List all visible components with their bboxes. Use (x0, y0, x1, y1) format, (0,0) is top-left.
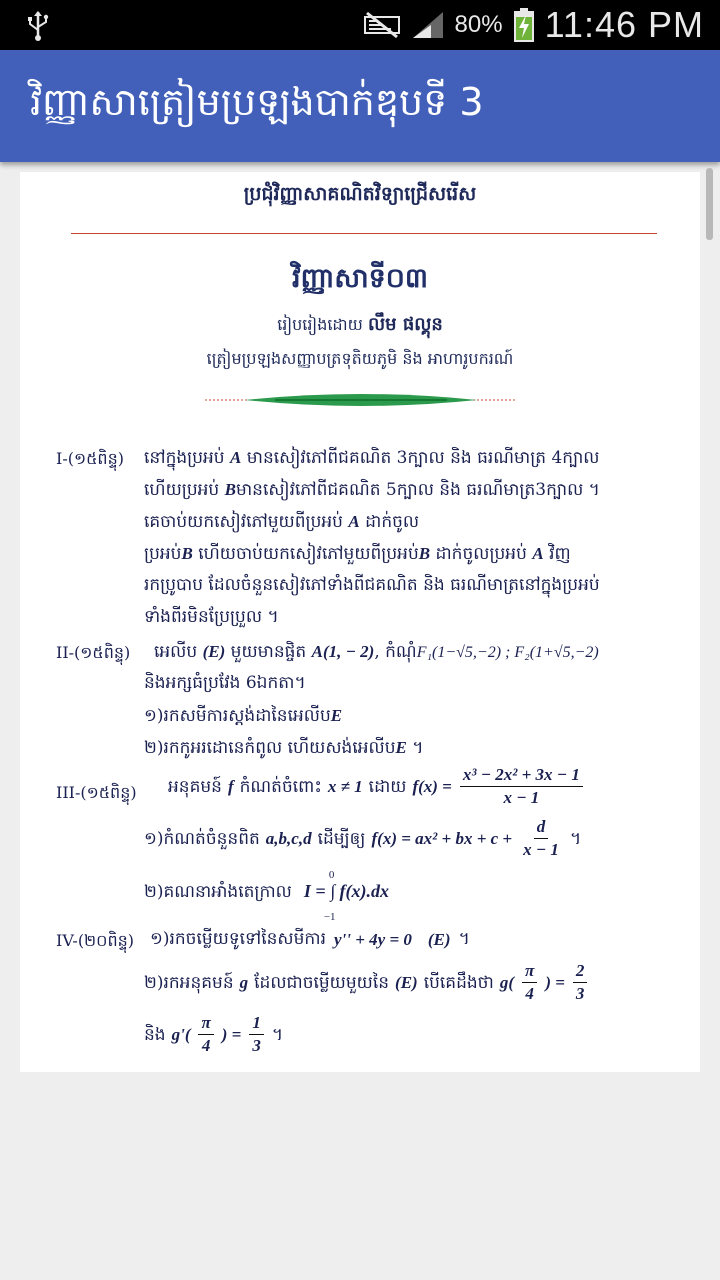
fraction-denominator: 3 (252, 1036, 261, 1055)
function-fraction (460, 764, 583, 809)
pi-over-4 (198, 1012, 213, 1057)
fraction-numerator: π (198, 1012, 213, 1035)
q2-text: អេលីប (154, 642, 198, 662)
equation-label: (E) (395, 972, 418, 992)
differential-equation: y'' + 4y = 0 (333, 930, 412, 949)
fraction-numerator: d (534, 816, 549, 839)
var-a: A (532, 544, 544, 563)
var-g: g (239, 972, 249, 992)
var-b: B (181, 544, 193, 563)
q1-number: I-(១៥ពិន្ទុ) (56, 449, 124, 468)
q1-text: ហើយចាប់យកសៀវភៅមួយពីប្រអប់ (198, 544, 419, 564)
q1-text: វិញ (549, 544, 571, 564)
fraction-numerator: 1 (249, 1012, 264, 1035)
pi-over-4 (522, 960, 537, 1005)
document-page[interactable] (20, 172, 700, 1072)
q2-part2 (144, 732, 423, 764)
q4-part1 (150, 924, 470, 955)
status-bar (0, 0, 720, 50)
q2-line1 (154, 636, 599, 668)
q1-text: មានសៀវភៅពីជគណិត 5ក្បាល និង ធរណីមាត្រ3ក្បាល ។ (235, 480, 600, 500)
q2-line2: និងអក្សធំប្រវែង 6ឯកតា។ (144, 673, 306, 693)
var-a: A (348, 512, 360, 531)
q4-text: ដែលជាចម្លើយមួយនៃ (254, 972, 390, 993)
q1-text: ប្រអប់ (144, 544, 182, 564)
q3-text: ។ (569, 828, 582, 849)
integral: I = ∫ f(x).dx (303, 881, 390, 901)
fraction-denominator: 4 (201, 1036, 211, 1055)
q1-text: ដាក់ចូលប្រអប់ (435, 544, 527, 564)
q4-part2-cont: និង g'( $\frac{\pi}{4}$ ) = $\frac{1}{3}$ ។ (144, 1013, 284, 1055)
var-e: E (395, 738, 407, 757)
decomposition-expr: f(x) = ax² + bx + c + (371, 828, 513, 848)
integral-upper: 0 (328, 869, 335, 881)
q1-line2 (144, 474, 600, 506)
q1-text: នៅក្នុងប្រអប់ (144, 448, 225, 468)
q1-text: គេចាប់យកសៀវភៅមួយពីប្រអប់ (144, 512, 343, 532)
q1-text: ដាក់ចូល (365, 512, 420, 532)
document-title: វិញ្ញាសាទី០៣ (292, 263, 428, 294)
q3-text: ដើម្បីឲ្យ (317, 828, 366, 849)
header-divider (71, 233, 657, 234)
g-value (573, 960, 588, 1005)
q1-line4 (144, 538, 571, 570)
ellipse-foci: F₁(1−√5,−2) ; F₂(1+√5,−2) (416, 644, 599, 661)
document-header: ប្រជុំវិញ្ញាសាគណិតវិទ្យាជ្រើសរើស (243, 183, 477, 205)
battery-percent: 80% (454, 11, 503, 38)
var-e: E (330, 706, 343, 725)
fraction-denominator: x − 1 (503, 788, 540, 807)
q4-text: ។ (458, 929, 470, 949)
q3-line1 (168, 764, 585, 809)
q3-number: III-(១៥ពិន្ទុ) (56, 783, 137, 802)
q4-part2: ២)រកអនុគមន៍ g ដែលជាចម្លើយមួយនៃ (E) បើគេដឹងថា g( $\frac{\pi}{4}$ ) = $\frac{2}{3}$ (144, 960, 589, 1005)
q1-line5: រកប្រូបាប ដែលចំនួនសៀវភៅទាំងពីជគណិត និង ធរណីមាត្រនៅក្នុងប្រអប់ (144, 575, 600, 595)
fraction-denominator: 3 (575, 984, 585, 1003)
var-f: f (227, 776, 234, 796)
usb-icon (26, 10, 50, 42)
integral-expr (300, 869, 393, 923)
domain-condition: x ≠ 1 (327, 776, 363, 796)
app-bar (0, 50, 720, 162)
q3-text: ២)គណនាអាំងតេក្រាល (144, 881, 292, 902)
q2-text: មួយមានផ្ចិត (230, 642, 307, 662)
q1-line6: ទាំងពីរមិនប្រែប្រួល ។ (144, 607, 279, 627)
author-prefix: រៀបរៀងដោយ (277, 315, 363, 334)
q2-text: ។ (412, 738, 424, 758)
q4-text: ២)រកអនុគមន៍ (144, 972, 234, 993)
ellipse-label: (E) (202, 642, 226, 661)
q1-line1 (144, 442, 599, 474)
ornament-divider (205, 390, 517, 410)
q4-text: បើគេដឹងថា (423, 972, 494, 993)
q3-text: កំណត់ចំពោះ (239, 776, 322, 797)
fraction-denominator: 4 (525, 984, 534, 1003)
g-lhs: g( (499, 972, 515, 992)
author-name: លឹម ផល្គុន (367, 314, 443, 335)
app-title: វិញ្ញាសាត្រៀមប្រឡងបាក់ឌុបទី 3 (30, 80, 484, 124)
q2-number: II-(១៥ពិន្ទុ) (56, 643, 131, 662)
gprime-value (249, 1012, 264, 1057)
var-a: A (230, 448, 242, 467)
q4-text: ១)រកចម្លើយទូទៅនៃសមីការ (150, 929, 326, 949)
q3-text: ១)កំណត់ចំនួនពិត (144, 828, 260, 849)
q3-part1 (144, 816, 581, 861)
q4-number: IV-(២០ពិន្ទុ) (56, 931, 135, 950)
q4-text: និង (144, 1024, 166, 1045)
q1-text: ហើយប្រអប់ (144, 480, 220, 500)
q3-text: ដោយ (368, 776, 407, 797)
q4-text: ។ (271, 1024, 284, 1045)
integral-lower: −1 (323, 911, 336, 923)
scrollbar[interactable] (706, 168, 713, 240)
q2-text: ១)រកសមីការស្តង់ដានៃអេលីប (144, 706, 331, 726)
clock: 11:46 PM (544, 4, 704, 45)
var-b: B (224, 480, 236, 499)
q2-text: ២)រកកូអរដោនេកំពូល ហើយសង់អេលីប (144, 738, 396, 758)
ellipse-center: A(1, − 2) (311, 642, 375, 661)
q3-text: អនុគមន៍ (168, 776, 222, 797)
mute-icon (363, 11, 401, 39)
fraction-numerator: 2 (573, 960, 588, 983)
q1-line3 (144, 506, 419, 538)
signal-icon (411, 10, 445, 40)
real-numbers: a,b,c,d (265, 828, 312, 848)
equation-label: (E) (427, 930, 451, 949)
fraction-numerator: x³ − 2x² + 3x − 1 (460, 764, 583, 787)
document-subtitle: ត្រៀមប្រឡងសញ្ញាបត្រទុតិយភូមិ និង អាហារូបករណ៍ (206, 349, 514, 368)
q2-text: , កំណុំ (374, 642, 417, 662)
q2-part1 (144, 700, 342, 732)
q3-part2 (144, 869, 393, 923)
battery-charging-icon (513, 7, 535, 43)
gprime-lhs: g'( (171, 1024, 191, 1044)
var-b: B (418, 544, 431, 563)
decomposition-fraction (520, 816, 562, 861)
function-lhs: f(x) = (412, 776, 452, 796)
document-author (20, 312, 700, 339)
fraction-numerator: π (522, 960, 537, 983)
q1-text: មានសៀវភៅពីជគណិត 3ក្បាល និង ធរណីមាត្រ 4ក្បាល (246, 448, 600, 468)
fraction-denominator: x − 1 (523, 840, 559, 859)
